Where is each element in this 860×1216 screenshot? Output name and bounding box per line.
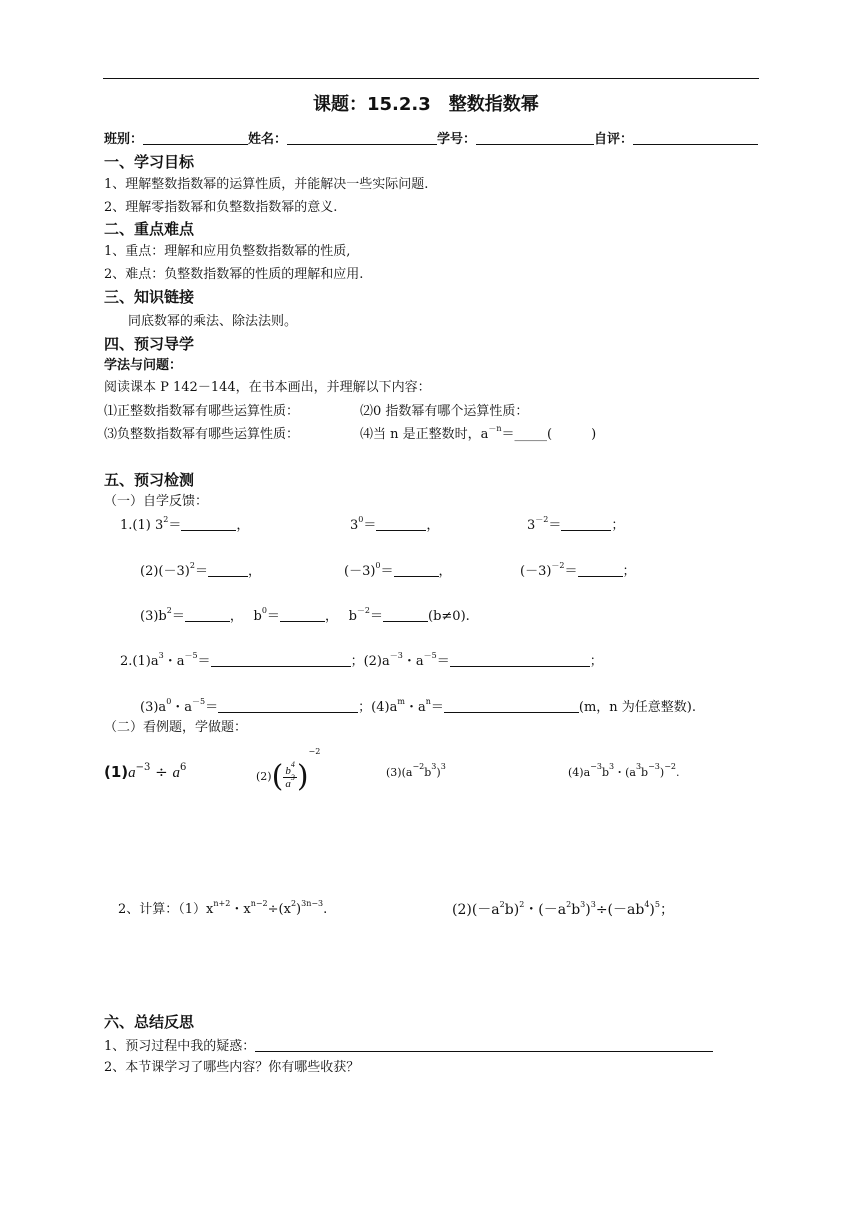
name-field[interactable]: [287, 132, 437, 145]
example-4: $(4)a^{-3}b^3$・$(a^3b^{-3})^{-2}$.: [568, 762, 680, 779]
reading-instruction: 阅读课本 P 142－144，在书本画出，并理解以下内容：: [104, 380, 431, 395]
section-3-heading: 三、知识链接: [104, 288, 195, 306]
exercise-1-row-2c: $(-3)^{-2}=$ ；: [520, 561, 636, 579]
exercise-2-row-2: $(3)a^0$・$a^{-5}=$ ；$(4)a^m$・$a^n= (m$，n 为任意整数).: [140, 697, 696, 715]
top-rule: [103, 78, 759, 79]
example-3: $(3)(a^{-2}b^3)^3$: [386, 762, 446, 779]
calculation-1: 2、计算：$(1)x^{n+2}$・$x^{n-2}\div(x^2)^{3n-3}$.: [118, 899, 328, 917]
answer-blank[interactable]: [208, 564, 248, 577]
examples-label: （二）看例题，学做题：: [104, 720, 248, 735]
example-2: (2)( $\frac{b^4}{a^3}$ )$^{-2}$: [256, 747, 321, 794]
student-info-line: [104, 132, 758, 146]
section-1-heading: 一、学习目标: [104, 153, 195, 171]
eval-field[interactable]: [633, 132, 758, 145]
exercise-1-row-2b: $(-3)^0=$ ，: [344, 561, 452, 579]
exercise-1-row-1b: $3^0=$ ，: [350, 515, 440, 533]
doubts-field[interactable]: [255, 1039, 713, 1052]
class-field[interactable]: [143, 132, 248, 145]
calculation-2: $(2)(-a^2b)^2$・$(-a^2b^3)^3\div(-ab^4)^5$；: [452, 900, 674, 918]
method-subheading: 学法与问题：: [104, 358, 183, 373]
section-4-heading: 四、预习导学: [104, 335, 195, 353]
key-point-1: 1、重点：理解和应用负整数指数幂的性质,: [104, 244, 351, 259]
id-field[interactable]: [476, 132, 594, 145]
name-label: 姓名：: [248, 132, 288, 147]
answer-blank[interactable]: [185, 609, 230, 622]
answer-blank[interactable]: [394, 564, 439, 577]
goal-item-1: 1、理解整数指数幂的运算性质，并能解决一些实际问题.: [104, 177, 429, 192]
answer-blank[interactable]: [444, 700, 579, 713]
answer-blank[interactable]: [578, 564, 623, 577]
question-4: ⑷当 n 是正整数时，$a^{-n}=\_\_\_\_\_$( ): [360, 424, 597, 442]
exercise-1-row-1c: $3^{-2}=$ ；: [527, 515, 625, 533]
knowledge-link-text: 同底数幂的乘法、除法法则。: [128, 314, 298, 329]
answer-blank[interactable]: [450, 654, 590, 667]
exercise-1-row-3: $(3)b^2=$ ， $b^0=$ ， $b^{-2}= (b\ne 0)$.: [140, 606, 470, 624]
section-5-heading: 五、预习检测: [104, 471, 195, 489]
self-feedback-label: （一）自学反馈：: [104, 494, 209, 509]
reflection-question-1: 1、预习过程中我的疑惑：: [104, 1039, 713, 1053]
exercise-1-row-2: $(2)(-3)^2=$ ，: [140, 561, 261, 579]
class-label: 班别：: [104, 132, 144, 147]
exercise-2-row-1: $2.(1)a^3$・$a^{-5}=$ ；$(2)a^{-3}$・$a^{-5}=$ ；: [120, 651, 603, 669]
key-point-2: 2、难点：负整数指数幂的性质的理解和应用.: [104, 267, 364, 282]
answer-blank[interactable]: [280, 609, 325, 622]
question-3: ⑶负整数指数幂有哪些运算性质：: [104, 427, 300, 442]
question-2: ⑵0 指数幂有哪个运算性质：: [360, 404, 529, 419]
answer-blank[interactable]: [376, 518, 426, 531]
reflection-question-2: 2、本节课学习了哪些内容？你有哪些收获？: [104, 1060, 360, 1075]
answer-blank[interactable]: [211, 654, 351, 667]
answer-blank[interactable]: [218, 700, 358, 713]
answer-blank[interactable]: [383, 609, 428, 622]
answer-blank[interactable]: [561, 518, 611, 531]
exercise-1-row-1: 1.(1) $3^2=$ ，: [120, 515, 250, 533]
eval-label: 自评：: [594, 132, 634, 147]
answer-blank[interactable]: [181, 518, 236, 531]
goal-item-2: 2、理解零指数幂和负整数指数幂的意义.: [104, 200, 338, 215]
example-1: $(1)a^{-3} \div a^6$: [104, 762, 187, 781]
question-1: ⑴正整数指数幂有哪些运算性质：: [104, 404, 300, 419]
id-label: 学号：: [437, 132, 477, 147]
section-2-heading: 二、重点难点: [104, 220, 195, 238]
page-title: 课题：15.2.3 整数指数幂: [313, 94, 539, 115]
section-6-heading: 六、总结反思: [104, 1013, 195, 1031]
